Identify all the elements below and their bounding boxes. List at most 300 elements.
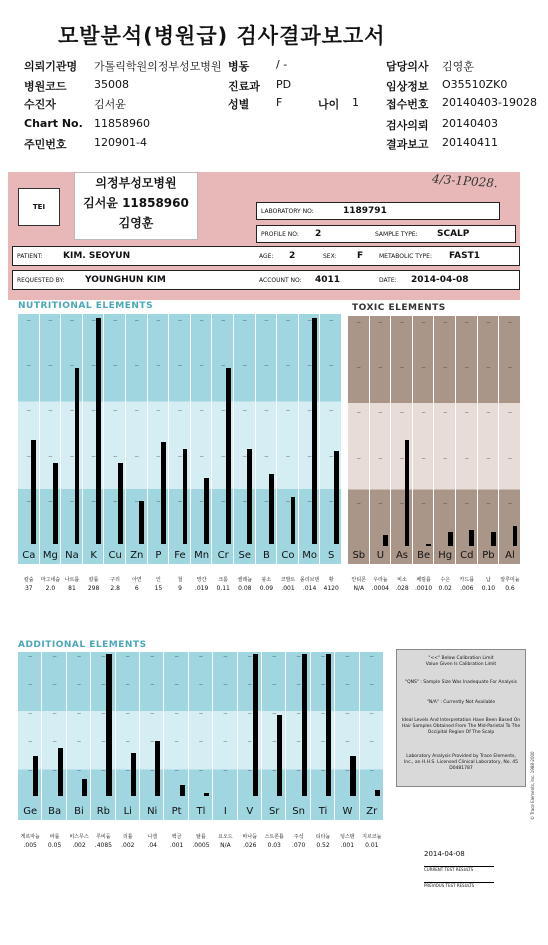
tick-mark: — [486,410,491,416]
element-symbol: Sb [352,550,366,561]
header-value: 120901-4 [94,136,147,149]
tick-mark: — [76,682,81,688]
tick-mark: — [320,682,325,688]
tick-mark: — [242,363,247,369]
header-label: 의뢰기관명 [24,60,78,73]
tick-mark: — [247,710,252,716]
tick-mark: — [329,453,334,459]
tick-mark: — [134,453,139,459]
element-korean-name: 스트론튬 [264,834,284,840]
tick-mark: — [464,455,469,461]
element-symbol: Zn [130,550,144,561]
element-symbol: Sr [268,806,280,817]
tick-mark: — [307,318,312,323]
element-symbol: Pt [171,806,182,817]
bar-rb [106,654,111,796]
bar-be [426,544,431,546]
element-value: 37 [24,585,33,592]
tick-mark: — [399,455,404,461]
tick-mark: — [221,453,226,459]
element-korean-name: 셀레늄 [237,577,253,583]
element-korean-name: 안티몬 [351,577,367,583]
tick-mark: — [443,365,448,371]
bar-cu [118,463,123,544]
lab-logo: TEI [18,188,60,226]
profile-box [256,225,516,243]
tick-mark: — [26,498,31,504]
tick-mark: — [101,710,106,716]
legend-box [396,649,526,787]
element-symbol: Mo [302,550,317,561]
tick-mark: — [421,410,426,416]
element-symbol: Se [238,550,252,561]
tick-mark: — [345,654,350,659]
bar-pb [491,532,496,546]
tick-mark: — [272,710,277,716]
element-korean-name: 나트륨 [64,577,80,583]
element-value: 2.0 [45,585,56,592]
sample-value: SCALP [437,229,470,239]
tick-mark: — [296,739,301,745]
tick-mark: — [76,739,81,745]
element-korean-name: 베릴륨 [416,577,431,583]
footer-previous: PREVIOUS TEST RESULTS [424,883,475,888]
tick-mark: — [507,455,512,461]
header-value: 김영훈 [442,60,474,73]
element-symbol: Mn [194,550,210,561]
element-korean-name: 게르마늄 [20,834,40,840]
tick-mark: — [285,498,290,504]
profile-label: PROFILE NO: [261,231,299,238]
tick-mark: — [48,453,53,459]
tick-mark: — [369,682,374,688]
element-symbol: Ca [22,550,36,561]
tick-mark: — [177,453,182,459]
tick-mark: — [52,682,57,688]
bar-b [269,474,274,544]
chart-column [370,316,391,564]
tick-mark: — [134,318,139,323]
element-value: 0.03 [267,842,281,849]
header-label: 결과보고 [386,138,429,151]
age-label: AGE: [259,253,274,260]
tick-mark: — [242,318,247,323]
tick-mark: — [264,363,269,369]
element-korean-name: 몰리브덴 [299,577,320,583]
tick-mark: — [76,710,81,716]
tick-mark: — [221,498,226,504]
bar-ca [31,440,36,544]
element-value: N/A [353,585,365,592]
patient-sticker [74,172,198,240]
bar-u [383,535,388,546]
metabolic-label: METABOLIC TYPE: [379,253,432,260]
tick-mark: — [199,318,204,323]
element-korean-name: 바륨 [49,834,60,840]
element-symbol: Al [505,550,515,561]
tick-mark: — [486,365,491,371]
element-value: 0.6 [505,585,515,592]
tick-mark: — [378,365,383,371]
header-label: 담당의사 [386,60,429,73]
tick-mark: — [69,408,74,414]
tick-mark: — [247,654,252,659]
tick-mark: — [464,365,469,371]
tick-mark: — [399,410,404,416]
chart-column [348,316,369,564]
bar-al [513,526,518,546]
element-value: .0004 [371,585,389,592]
tick-mark: — [464,410,469,416]
element-korean-name: 티타늄 [315,834,331,840]
nutritional-chart [18,314,343,564]
header-label: 주민번호 [24,138,67,151]
tick-mark: — [101,654,106,659]
element-symbol: Zr [366,806,378,817]
element-symbol: S [328,550,335,561]
header-label: 접수번호 [386,98,429,111]
element-value: 0.08 [238,585,252,592]
element-value: 0.02 [438,585,452,592]
tick-mark: — [52,654,57,659]
element-symbol: Be [417,550,431,561]
tick-mark: — [134,498,139,504]
element-value: .001 [340,842,355,849]
tick-mark: — [48,498,53,504]
element-symbol: B [262,550,270,561]
header-label: Chart No. [24,117,83,130]
sample-label: SAMPLE TYPE: [375,231,418,238]
element-value: N/A [220,842,231,849]
tick-mark: — [307,453,312,459]
tick-mark: — [378,410,383,416]
tick-mark: — [329,363,334,369]
tick-mark: — [198,767,203,773]
element-symbol: Ba [48,806,62,817]
tick-mark: — [76,767,81,773]
tick-mark: — [296,682,301,688]
sticker-doctor: 김영훈 [118,216,154,230]
tick-mark: — [443,500,448,506]
element-value: .002 [121,842,135,849]
tick-mark: — [320,710,325,716]
element-value: 0.10 [481,585,496,592]
tick-mark: — [91,453,96,459]
element-korean-name: 코발트 [280,577,296,583]
tick-mark: — [399,320,404,325]
tick-mark: — [223,654,228,659]
bar-zr [375,790,380,796]
header-value: 20140403 [442,117,498,130]
tick-mark: — [113,498,118,504]
tick-mark: — [198,739,203,745]
tick-mark: — [177,498,182,504]
element-value: .04 [147,842,157,849]
element-korean-name: 주석 [293,834,304,840]
tick-mark: — [356,365,361,371]
tick-mark: — [28,654,33,659]
tick-mark: — [125,682,130,688]
element-value: .002 [72,842,86,849]
header-label: 임상정보 [386,80,429,93]
tick-mark: — [369,710,374,716]
tick-mark: — [507,365,512,371]
tick-mark: — [134,363,139,369]
tick-mark: — [221,408,226,414]
chart-column [434,316,455,564]
tick-mark: — [26,363,31,369]
element-korean-name: 수은 [440,577,451,583]
bar-cr [226,368,231,544]
tick-mark: — [421,455,426,461]
tick-mark: — [264,498,269,504]
bar-w [350,756,355,796]
bar-p [161,442,166,544]
bar-bi [82,779,87,796]
tick-mark: — [486,320,491,325]
report-title: 모발분석(병원급) 검사결과보고서 [58,24,386,48]
additional-section-title: ADDITIONAL ELEMENTS [18,640,147,650]
tick-mark: — [356,320,361,325]
bar-mo [312,318,317,544]
tick-mark: — [52,710,57,716]
element-korean-name: 지르코늄 [362,834,382,840]
handwritten-note: 4/3-1P028. [431,171,499,191]
header-value: 1 [352,96,359,109]
tick-mark: — [320,654,325,659]
toxic-chart [348,316,522,564]
header-label: 성별 [228,98,250,111]
lab-no-label: LABORATORY NO: [261,208,314,215]
tick-mark: — [285,318,290,323]
tick-mark: — [174,654,179,659]
element-symbol: Fe [174,550,186,561]
tick-mark: — [150,767,155,773]
element-korean-name: 크롬 [218,577,229,583]
tick-mark: — [320,767,325,773]
tick-mark: — [285,453,290,459]
element-korean-name: 알루미늄 [500,577,520,583]
tick-mark: — [264,453,269,459]
element-symbol: U [376,550,385,561]
element-korean-name: 인 [155,577,161,583]
tick-mark: — [345,682,350,688]
tick-mark: — [378,500,383,506]
element-korean-name: 마그네슘 [40,577,61,583]
tick-mark: — [156,363,161,369]
tick-mark: — [174,739,179,745]
date-label: DATE: [379,277,397,284]
sticker-hospital: 의정부성모병원 [95,176,177,190]
tick-mark: — [91,498,96,504]
legend-line-3: "QNS" : Sample Size Was Inadequate For Analysis [405,680,517,685]
tick-mark: — [369,654,374,659]
element-korean-name: 황 [328,577,334,583]
account-label: ACCOUNT NO: [259,277,302,284]
header-value: 가톨릭학원의정부성모병원 [94,60,222,73]
bar-tl [204,793,209,796]
tick-mark: — [177,318,182,323]
date-value: 2014-04-08 [411,275,469,285]
tick-mark: — [296,767,301,773]
tick-mark: — [125,654,130,659]
element-value: .019 [194,585,209,592]
tick-mark: — [198,654,203,659]
toxic-section-title: TOXIC ELEMENTS [352,303,446,313]
header-value: F [276,96,283,109]
tick-mark: — [174,767,179,773]
tick-mark: — [421,365,426,371]
tick-mark: — [221,318,226,323]
element-value: 81 [68,585,76,592]
header-label: 수진자 [24,98,56,111]
element-symbol: P [155,550,162,561]
header-label: 병원코드 [24,80,67,93]
bar-sn [302,654,307,796]
sex-label: SEX: [323,253,337,260]
nutritional-section-title: NUTRITIONAL ELEMENTS [18,301,154,311]
tick-mark: — [507,500,512,506]
tick-mark: — [150,654,155,659]
tick-mark: — [28,739,33,745]
tick-mark: — [91,318,96,323]
element-value: 2.8 [110,585,120,592]
patient-box [12,246,520,266]
bar-as [405,440,410,546]
element-symbol: Tl [196,806,206,817]
tick-mark: — [69,363,74,369]
element-korean-name: 아연 [131,577,142,583]
tick-mark: — [48,363,53,369]
header-label: 진료과 [228,80,260,93]
tick-mark: — [156,453,161,459]
element-value: .006 [460,585,474,592]
tick-mark: — [399,500,404,506]
element-symbol: Ni [147,806,158,817]
requested-label: REQUESTED BY: [17,277,65,284]
chart-column [213,652,236,820]
tick-mark: — [399,365,404,371]
tick-mark: — [296,654,301,659]
tick-mark: — [69,453,74,459]
legend-line-6: Laboratory Analysis Provided by Trace Elements, Inc., an H.H.S. Licensed Clinical Laboratory, No. 45 D0481787 [403,754,519,771]
bar-cd [469,530,474,546]
tick-mark: — [272,739,277,745]
sex-value: F [357,251,364,261]
header-value: O35510ZK0 [442,78,508,91]
header-value: 김서윤 [94,98,126,111]
element-korean-name: 니켈 [147,834,158,840]
element-symbol: Na [65,550,79,561]
element-symbol: Ge [23,806,38,817]
chart-column [456,316,477,564]
element-korean-name: 칼슘 [23,577,34,583]
tick-mark: — [69,498,74,504]
tick-mark: — [242,453,247,459]
tick-mark: — [156,498,161,504]
tick-mark: — [307,363,312,369]
tick-mark: — [285,408,290,414]
element-korean-name: 비스무스 [69,834,89,840]
bar-sr [277,715,282,796]
element-value: .001 [169,842,184,849]
element-value: 0.09 [259,585,274,592]
element-korean-name: 구리 [110,577,121,583]
additional-chart [18,652,386,820]
element-value: 0.11 [216,585,230,592]
element-korean-name: 백금 [171,834,182,840]
tick-mark: — [199,363,204,369]
element-value: 4120 [323,585,339,592]
tick-mark: — [223,682,228,688]
header-label: 검사의뢰 [386,119,429,132]
tick-mark: — [174,682,179,688]
tick-mark: — [307,498,312,504]
tick-mark: — [199,498,204,504]
header-label: 병동 [228,60,250,73]
tick-mark: — [329,318,334,323]
tick-mark: — [223,739,228,745]
lab-no-value: 1189791 [343,206,387,216]
footer-date: 2014-04-08 [424,850,465,858]
legend-line-4: "N/A" : Currently Not Available [426,700,496,705]
legend-line-5: Ideal Levels And Interpretation Have Been Based On Hair Samples Obtained From The Mid-Parietal To The Occipital Region Of The Scalp [401,718,521,735]
header-label: 나이 [318,98,340,111]
element-symbol: Mg [42,550,58,561]
element-symbol: I [223,806,227,817]
tick-mark: — [247,767,252,773]
bar-pt [180,785,185,796]
tick-mark: — [356,455,361,461]
tick-mark: — [443,455,448,461]
header-value: 35008 [94,78,129,91]
tick-mark: — [125,739,130,745]
element-korean-name: 납 [485,577,491,583]
header-value: / - [276,58,288,71]
tick-mark: — [272,654,277,659]
tick-mark: — [464,320,469,325]
copyright: © Trace Elements, Inc. 1988-2000 [530,751,535,820]
tick-mark: — [486,455,491,461]
tick-mark: — [507,410,512,416]
sticker-patient: 김서윤 11858960 [83,196,189,210]
metabolic-value: FAST1 [449,251,480,261]
element-symbol: Cd [460,550,474,561]
tick-mark: — [264,318,269,323]
tick-mark: — [272,682,277,688]
element-symbol: V [246,806,254,817]
tick-mark: — [345,767,350,773]
header-value: PD [276,78,292,91]
element-value: 0.52 [316,842,330,849]
tick-mark: — [320,739,325,745]
tick-mark: — [113,408,118,414]
tick-mark: — [125,710,130,716]
element-value: 15 [154,585,163,592]
bar-ba [58,748,63,796]
tick-mark: — [26,453,31,459]
element-symbol: Pb [482,550,495,561]
tick-mark: — [307,408,312,414]
tick-mark: — [221,363,226,369]
tick-mark: — [26,318,31,323]
bar-hg [448,532,453,546]
tick-mark: — [329,498,334,504]
account-value: 4011 [315,275,341,285]
tick-mark: — [156,318,161,323]
tick-mark: — [150,682,155,688]
tick-mark: — [443,320,448,325]
